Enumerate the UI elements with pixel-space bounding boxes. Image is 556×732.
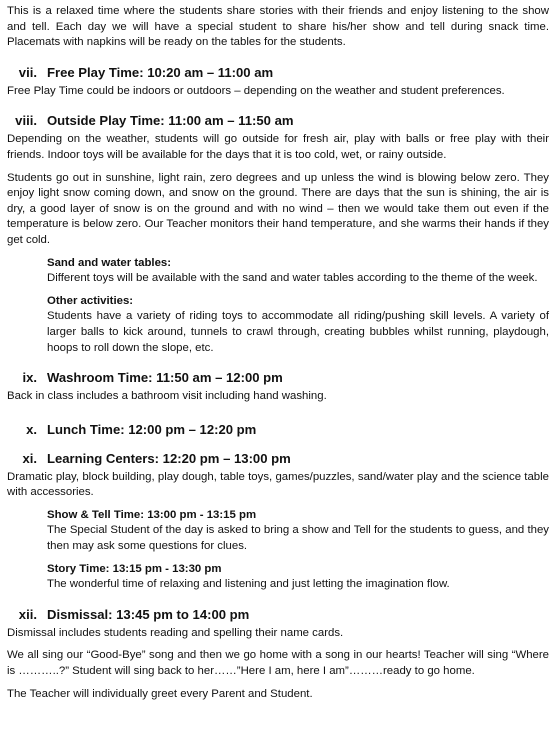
section-paragraph: Students go out in sunshine, light rain, zero degrees and up unless the wind is blowing below zero. They enjoy light snow coming down, and snow on the ground. There are days that the sun is shining, the air is dry, a good layer of snow is on the ground and with no wind – then we would take them out even if the temperature is below zero. Our Teacher monitors their hand temperature, and she warms their hands if they get cold. <box>7 171 549 246</box>
section-number: xi. <box>22 450 37 466</box>
section-title: Washroom Time: 11:50 am – 12:00 pm <box>47 370 283 386</box>
section-paragraph: Depending on the weather, students will go outside for fresh air, play with balls or free play with their friends. Indoor toys will be available for the days that it is too cold, wet, or rainy outside. <box>7 133 549 161</box>
subsection-show-tell <box>47 508 549 555</box>
subsection-title: Sand and water tables: <box>47 256 172 269</box>
subsection-text: The wonderful time of relaxing and listening and just letting the imagination flow. <box>47 578 450 591</box>
section-paragraph: The Teacher will individually greet every Parent and Student. <box>7 687 313 700</box>
subsection-text: Different toys will be available with the sand and water tables according to the theme of the week. <box>47 272 538 285</box>
section-paragraph: Back in class includes a bathroom visit including hand washing. <box>7 390 327 403</box>
section-paragraph: We all sing our “Good-Bye” song and then we go home with a song in our hearts! Teacher will sing “Where is ………..?” Student will sing back to her……”Here I am, here I am”………ready to go home. <box>7 649 549 678</box>
section-paragraph: Dramatic play, block building, play dough, table toys, games/puzzles, sand/water play and the science table with accessories. <box>7 470 549 499</box>
section-paragraph: Dismissal includes students reading and spelling their name cards. <box>7 626 344 639</box>
subsection-title: Show & Tell Time: 13:00 pm - 13:15 pm <box>47 508 257 521</box>
section-heading-outside-play <box>7 112 549 129</box>
section-heading-free-play <box>7 64 549 81</box>
section-number: ix. <box>22 370 37 386</box>
section-heading-lunch <box>7 421 549 438</box>
intro-paragraph: This is a relaxed time where the students share stories with their friends and enjoy listening to the show and tell. Each day we will have a special student to share his/her show and tell during snack time. Placemats with napkins will be ready on the tables for the students. <box>7 5 549 49</box>
section-paragraph: Free Play Time could be indoors or outdoors – depending on the weather and student preferences. <box>7 84 505 97</box>
section-heading-washroom <box>7 369 549 386</box>
section-number: x. <box>26 421 37 437</box>
section-title: Outside Play Time: 11:00 am – 11:50 am <box>47 113 294 129</box>
section-number: vii. <box>18 64 37 80</box>
subsection-text: The Special Student of the day is asked to bring a show and Tell for the students to guess, and they then may ask some questions for clues. <box>47 524 549 553</box>
subsection-title: Other activities: <box>47 294 134 307</box>
section-title: Dismissal: 13:45 pm to 14:00 pm <box>47 606 250 622</box>
section-number: viii. <box>15 113 37 129</box>
subsection-title: Story Time: 13:15 pm - 13:30 pm <box>47 562 222 575</box>
subsection-story-time <box>47 562 549 593</box>
section-heading-learning-centers <box>7 450 549 467</box>
section-heading-dismissal <box>7 606 549 623</box>
section-title: Free Play Time: 10:20 am – 11:00 am <box>47 64 274 80</box>
subsection-other-activities <box>47 294 549 356</box>
section-number: xii. <box>18 606 37 622</box>
section-title: Lunch Time: 12:00 pm – 12:20 pm <box>47 421 257 437</box>
subsection-text: Students have a variety of riding toys to accommodate all riding/pushing skill levels. A variety of larger balls to kick around, tunnels to crawl through, creating bubbles whilst running, playdough, hoops to roll down the slope, etc. <box>47 310 549 354</box>
section-title: Learning Centers: 12:20 pm – 13:00 pm <box>47 450 291 466</box>
subsection-sand-water <box>47 256 549 287</box>
